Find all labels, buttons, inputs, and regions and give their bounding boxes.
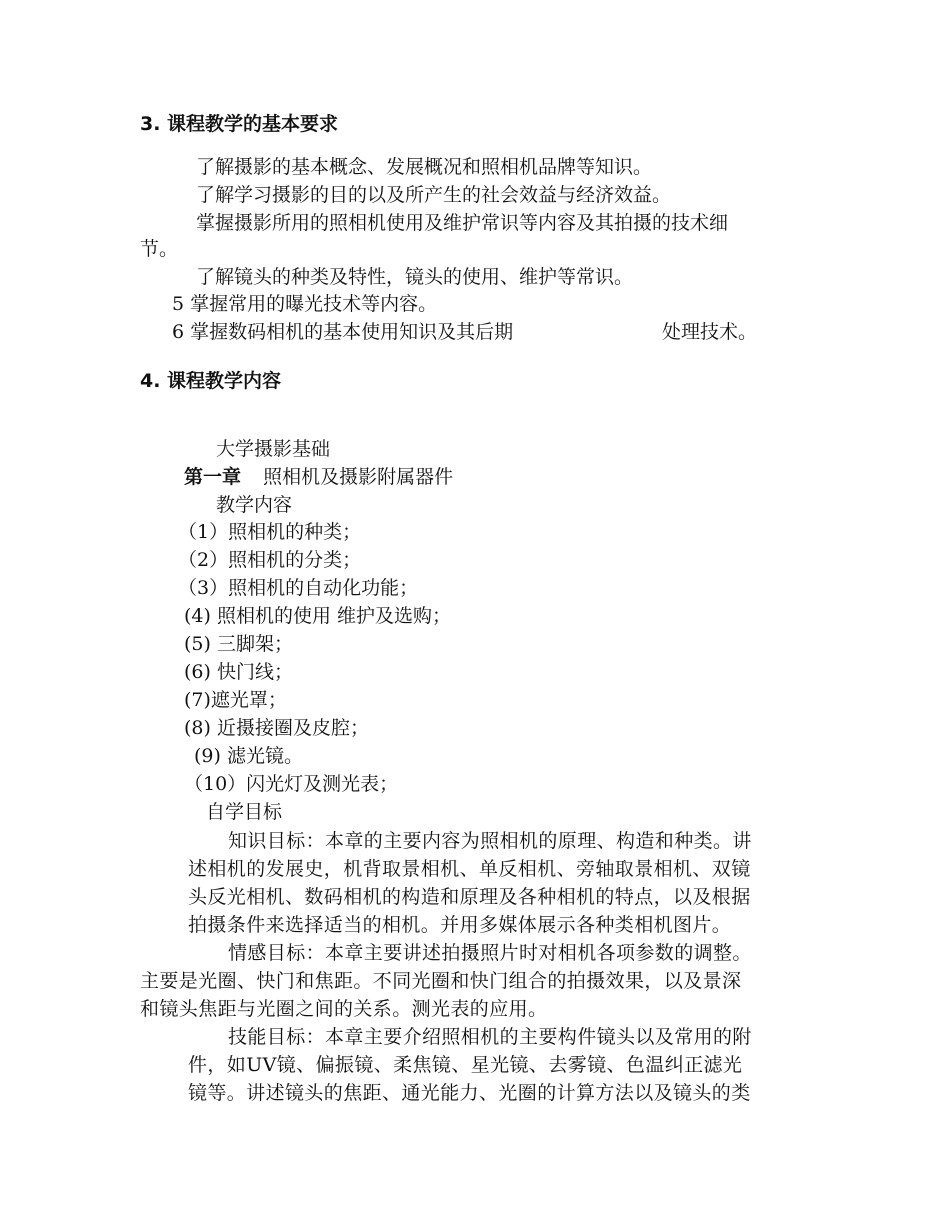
knowledge-goal-line: 述相机的发展史，机背取景相机、单反相机、旁轴取景相机、双镜 [188, 858, 751, 880]
teaching-item: (4) 照相机的使用 维护及选购； [184, 605, 451, 627]
chapter-heading [184, 465, 453, 489]
teaching-content-title: 教学内容 [216, 494, 293, 516]
skill-goal-line: 件，如UV镜、偏振镜、柔焦镜、星光镜、去雾镜、色温纠正滤光 [188, 1054, 743, 1076]
course-title: 大学摄影基础 [216, 438, 331, 460]
knowledge-goal-line: 拍摄条件来选择适当的相机。并用多媒体展示各种类相机图片。 [188, 914, 732, 936]
requirement-item-2: 了解学习摄影的目的以及所产生的社会效益与经济效益。 [196, 184, 672, 206]
teaching-item: (9) 滤光镜。 [194, 745, 303, 767]
chapter-title: 照相机及摄影附属器件 [263, 466, 454, 488]
teaching-item: (5) 三脚架； [184, 633, 293, 655]
emotion-goal-line: 主要是光圈、快门和焦距。不同光圈和快门组合的拍摄效果，以及景深 [140, 970, 742, 992]
requirement-item-6-tail: 处理技术。 [662, 321, 758, 343]
requirement-item-1: 了解摄影的基本概念、发展概况和照相机品牌等知识。 [196, 156, 653, 178]
teaching-item: (7)遮光罩； [184, 689, 287, 711]
teaching-item: （2）照相机的分类； [178, 549, 362, 571]
requirement-item-5: 5 掌握常用的曝光技术等内容。 [172, 293, 438, 315]
skill-goal-line: 技能目标：本章主要介绍照相机的主要构件镜头以及常用的附 [228, 1026, 752, 1048]
teaching-item: （10）闪光灯及测光表； [184, 773, 399, 795]
chapter-label: 第一章 [184, 466, 242, 488]
teaching-item: （3）照相机的自动化功能； [178, 577, 419, 599]
skill-goal-line: 镜等。讲述镜头的焦距、通光能力、光圈的计算方法以及镜头的类 [188, 1082, 751, 1104]
teaching-item: (8) 近摄接圈及皮腔； [184, 717, 369, 739]
requirement-item-3: 掌握摄影所用的照相机使用及维护常识等内容及其拍摄的技术细 [196, 212, 729, 234]
requirement-item-4: 了解镜头的种类及特性，镜头的使用、维护等常识。 [196, 266, 634, 288]
emotion-goal-line: 和镜头焦距与光圈之间的关系。测光表的应用。 [140, 998, 548, 1020]
teaching-item: (6) 快门线； [184, 661, 293, 683]
emotion-goal-line: 情感目标：本章主要讲述拍摄照片时对相机各项参数的调整。 [228, 942, 752, 964]
self-study-title: 自学目标 [206, 801, 283, 823]
knowledge-goal-line: 知识目标：本章的主要内容为照相机的原理、构造和种类。讲 [228, 830, 752, 852]
teaching-item: （1）照相机的种类； [178, 521, 362, 543]
knowledge-goal-line: 头反光相机、数码相机的构造和原理及各种相机的特点，以及根据 [188, 886, 751, 908]
requirement-item-6: 6 掌握数码相机的基本使用知识及其后期 [172, 321, 514, 343]
section-3-title: 3. 课程教学的基本要求 [140, 113, 339, 135]
requirement-item-3-continued: 节。 [140, 238, 179, 260]
section-4-title: 4. 课程教学内容 [140, 370, 282, 392]
